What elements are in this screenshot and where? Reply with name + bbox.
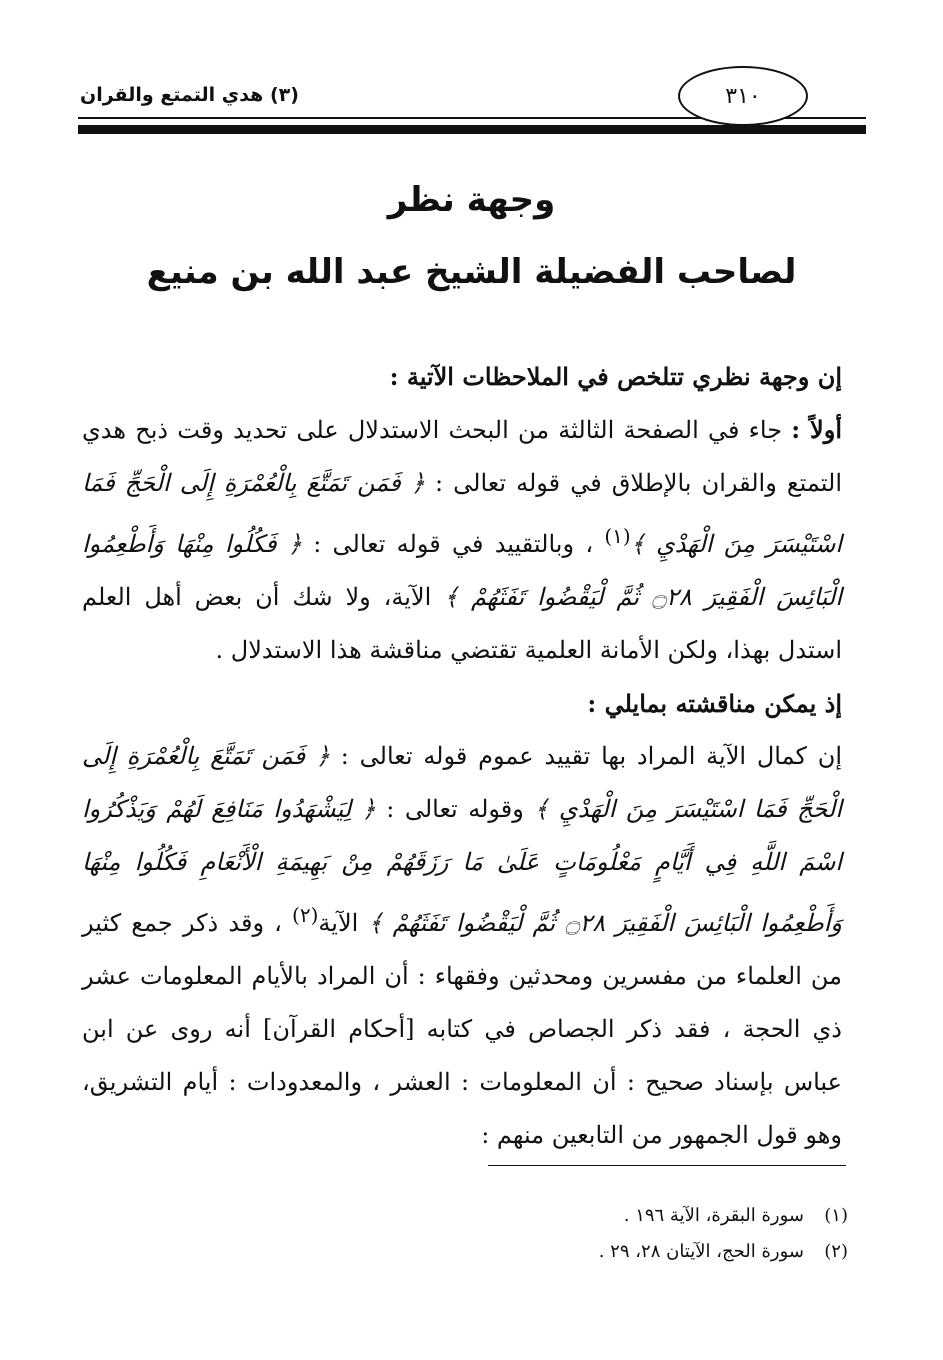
quran-verse-1: ﴿ فَمَن تَمَتَّعَ بِالْعُمْرَةِ إِلَى الْحَجِّ فَمَا اسْتَيْسَرَ مِنَ الْهَدْيِ ﴾ xyxy=(82,469,842,558)
paragraph-1-text-b: ، وبالتقييد في قوله تعالى : xyxy=(313,530,605,558)
footnote-1-number: (١) xyxy=(824,1205,848,1226)
paragraph-2-text-a: إن كمال الآية المراد بها تقييد عموم قوله تعالى : xyxy=(340,742,843,770)
title-line-1: وجهة نظر xyxy=(387,180,556,220)
footnote-2-text: سورة الحج، الآيتان ٢٨، ٢٩ . xyxy=(598,1241,804,1262)
running-header: (٣) هدي التمتع والقران xyxy=(80,84,299,106)
footnote-2 xyxy=(82,1234,848,1270)
title-line-2: لصاحب الفضيلة الشيخ عبد الله بن منيع xyxy=(146,252,797,292)
paragraph-1-text-a: جاء في الصفحة الثالثة من البحث الاستدلال على تحديد وقت ذبح هدي التمتع والقران بالإطلاق في قوله تعالى : xyxy=(82,416,842,497)
quran-verse-3: ﴿ فَمَن تَمَتَّعَ بِالْعُمْرَةِ إِلَى الْحَجِّ فَمَا اسْتَيْسَرَ مِنَ الْهَدْيِ ﴾ xyxy=(82,742,843,823)
paragraph-2-text-c: الآية xyxy=(318,909,369,937)
paragraph-1-text-c: الآية، ولا شك أن بعض أهل العلم استدل بهذا، ولكن الأمانة العلمية تقتضي مناقشة هذا الاستدلال . xyxy=(82,583,842,664)
paragraph-2 xyxy=(82,730,842,1162)
paragraph-1-lead: أولاً : xyxy=(791,415,842,444)
footnote-separator xyxy=(488,1165,846,1166)
paragraph-2-text-b: وقوله تعالى : xyxy=(386,795,535,823)
quran-verse-4: ﴿ لِيَشْهَدُوا مَنَافِعَ لَهُمْ وَيَذْكُرُوا اسْمَ اللَّهِ فِي أَيَّامٍ مَعْلُومَاتٍ عَلَىٰ مَا رَزَقَهُمْ مِنْ بَهِيمَةِ الْأَنْعَامِ فَكُلُوا مِنْهَا وَأَطْعِمُوا الْبَائِسَ الْفَقِيرَ ۝٢٨ ثُمَّ لْيَقْضُوا تَفَثَهُمْ ﴾ xyxy=(82,795,843,937)
footnote-ref-2: (٢) xyxy=(292,903,319,927)
paragraph-1 xyxy=(82,403,842,677)
footnote-1 xyxy=(82,1198,848,1234)
footnote-ref-1: (١) xyxy=(604,524,631,548)
intro-line: إن وجهة نظري تتلخص في الملاحظات الآتية : xyxy=(389,362,842,391)
page-number: ٣١٠ xyxy=(678,66,808,126)
quran-verse-2: ﴿ فَكُلُوا مِنْهَا وَأَطْعِمُوا الْبَائِسَ الْفَقِيرَ ۝٢٨ ثُمَّ لْيَقْضُوا تَفَثَهُمْ ﴾ xyxy=(82,530,843,611)
footnotes xyxy=(82,1198,848,1270)
footnote-2-number: (٢) xyxy=(824,1241,848,1262)
paragraph-2-text-d: ، وقد ذكر جمع كثير من العلماء من مفسرين ومحدثين وفقهاء : أن المراد بالأيام المعلومات عشر ذي الحجة ، فقد ذكر الجصاص في كتابه [أحكام القرآن] أنه روى عن ابن عباس بإسناد صحيح : أن المعلومات : العشر ، والمعدودات : أيام التشريق، وهو قول الجمهور من التابعين منهم : xyxy=(82,909,842,1149)
body-text xyxy=(82,350,842,1162)
subheading: إذ يمكن مناقشته بمايلي : xyxy=(587,689,842,718)
header-rule-thick xyxy=(78,125,866,134)
footnote-1-text: سورة البقرة، الآية ١٩٦ . xyxy=(623,1205,804,1226)
